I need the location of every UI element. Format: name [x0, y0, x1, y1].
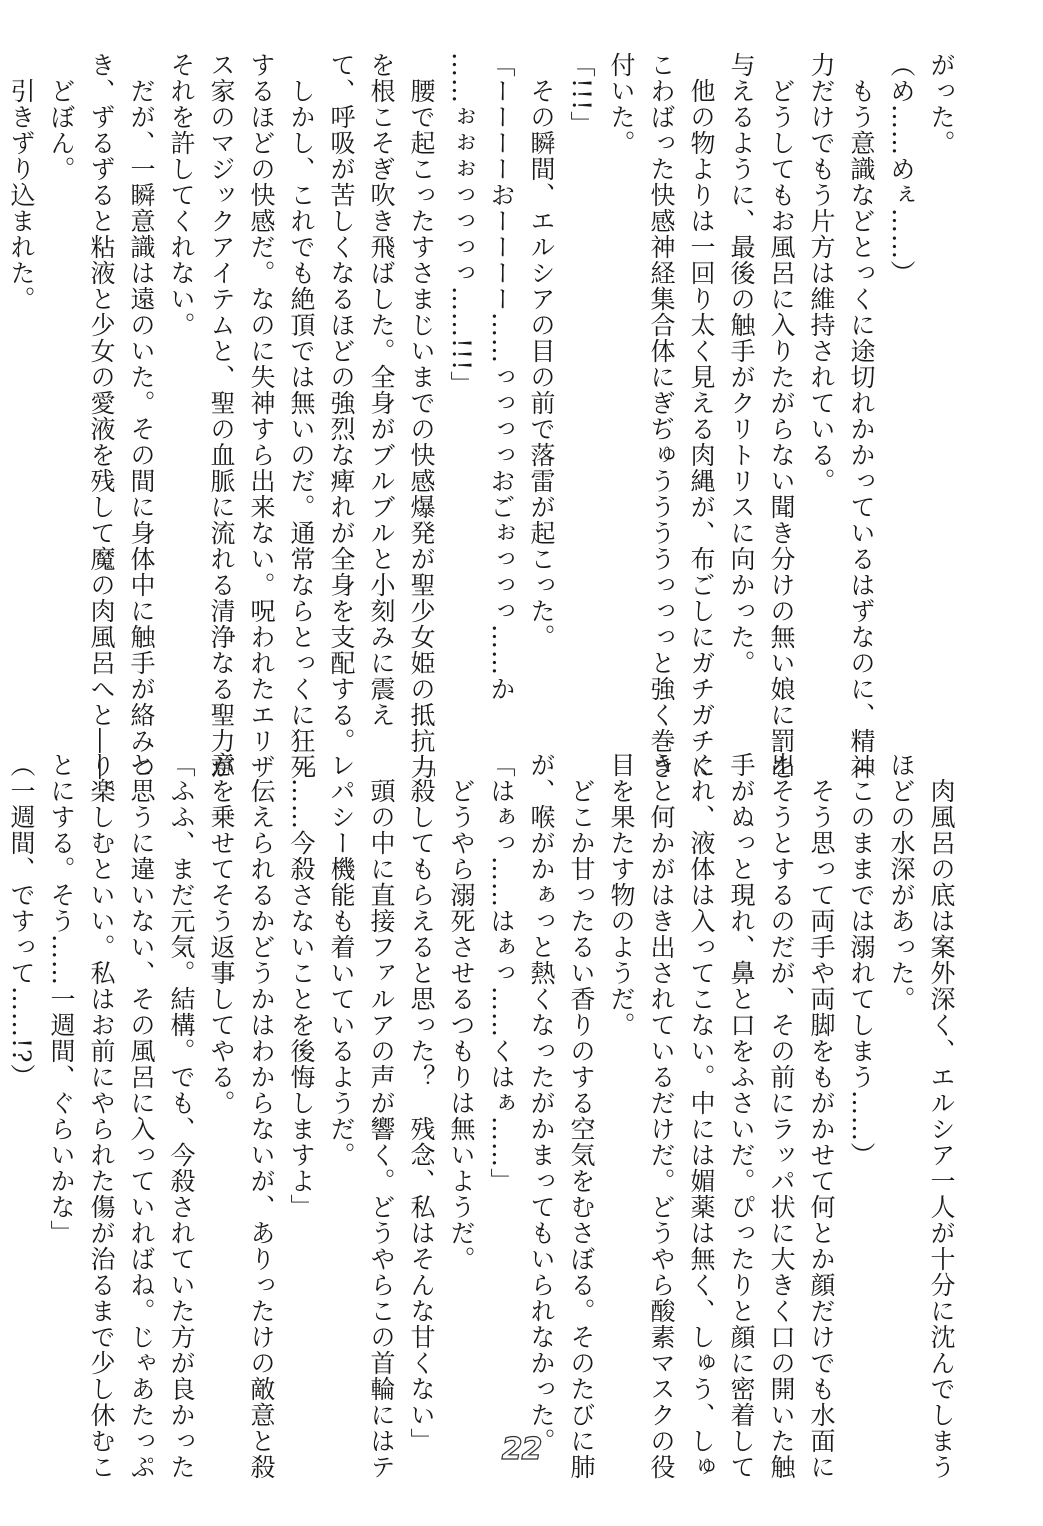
- text-column: 肉風呂の底は案外深く、エルシア一人が十分に沈んでしまう: [927, 752, 956, 1480]
- text-column: 頭の中に直接ファルアの声が響く。どうやらこの首輪にはテ: [367, 752, 396, 1480]
- text-column: 出そうとするのだが、その前にラッパ状に大きく口の開いた触: [767, 752, 796, 1480]
- text-column: ほどの水深があった。: [887, 752, 916, 1012]
- text-column: それを許してくれない。: [167, 52, 196, 338]
- text-column: もう意識などとっくに途切れかかっているはずなのに、精神: [847, 52, 876, 780]
- text-column: [0, 52, 1, 717]
- text-column: 引きずり込まれた。: [7, 52, 36, 312]
- text-column: がった。: [927, 52, 956, 156]
- text-column: するほどの快感だ。なのに失神すら出来ない。呪われたエリザ: [247, 52, 276, 780]
- text-column: 力だけでもう片方は維持されている。: [807, 52, 836, 494]
- text-column: 意を乗せてそう返事してやる。: [207, 752, 236, 1116]
- text-column: 他の物よりは一回り太く見える肉縄が、布ごしにガチガチに: [687, 52, 716, 780]
- text-column: その瞬間、エルシアの目の前で落雷が起こった。: [527, 52, 556, 650]
- upper-text-block: [7, 52, 961, 806]
- text-column: が、喉がかぁっと熱くなったがかまってもいられなかった。: [527, 752, 556, 1454]
- text-column: 「ふふ、まだ元気。結構。でも、今殺されていた方が良かった: [167, 752, 196, 1480]
- text-column: ス家のマジックアイテムと、聖の血脈に流れる清浄なる聖力が: [207, 52, 236, 780]
- text-column: （め……めぇ……）: [887, 52, 916, 286]
- text-column: しかし、これでも絶頂では無いのだ。通常ならとっくに狂死: [287, 52, 316, 780]
- text-column: どうやら溺死させるつもりは無いようだ。: [447, 752, 476, 1272]
- text-column: 付いた。: [607, 52, 636, 156]
- text-column: 伝えられるかどうかはわからないが、ありったけの敵意と殺: [247, 752, 276, 1480]
- text-column: レパシー機能も着いているようだ。: [327, 752, 356, 1168]
- text-column: と思うに違いない、その風呂に入っていればね。じゃあたっぷ: [127, 752, 156, 1480]
- text-column: を根こそぎ吹き飛ばした。全身がブルブルと小刻みに震え: [367, 52, 396, 728]
- text-column: 目を果たす物のようだ。: [607, 752, 636, 1038]
- text-column: どうしてもお風呂に入りたがらない聞き分けの無い娘に罰を: [767, 52, 796, 780]
- text-column: 「ーーーーおーーーー……っっっっおごぉっっっ……か: [487, 52, 516, 702]
- text-column: だが、一瞬意識は遠のいた。その間に身体中に触手が絡みつ: [127, 52, 156, 780]
- text-column: 与えるように、最後の触手がクリトリスに向かった。: [727, 52, 756, 676]
- text-column: ……ぉぉぉっっっっ……!!!」: [447, 52, 476, 398]
- text-column: そう思って両手や両脚をもがかせて何とか顔だけでも水面に: [807, 752, 836, 1480]
- text-column: り楽しむといい。私はお前にやられた傷が治るまで少し休むこ: [87, 752, 116, 1480]
- page-number: 22: [501, 1432, 542, 1467]
- text-column: き、ずるずると粘液と少女の愛液を残して魔の肉風呂へと――。: [87, 52, 116, 806]
- text-column: 「!!!」: [567, 52, 596, 138]
- text-column: （一週間、ですって……!?）: [7, 752, 36, 1090]
- text-column: 「殺してもらえると思った？ 残念、私はそんな甘くない」: [407, 752, 436, 1454]
- text-column: くれ、液体は入ってこない。中には媚薬は無く、しゅう、しゅ: [687, 752, 716, 1480]
- text-column: 「はぁっ……はぁっ……くはぁ……」: [487, 752, 516, 1194]
- text-column: 腰で起こったすさまじいまでの快感爆発が聖少女姫の抵抗力: [407, 52, 436, 780]
- text-column: 「……今殺さないことを後悔しますよ」: [287, 752, 316, 1220]
- text-column: こわばった快感神経集合体にぎぢゅううううっっっと強く巻き: [647, 52, 676, 780]
- text-column: 手がぬっと現れ、鼻と口をふさいだ。ぴったりと顔に密着して: [727, 752, 756, 1480]
- text-column: とにする。そう……一週間、ぐらいかな」: [47, 752, 76, 1246]
- text-column: て、呼吸が苦しくなるほどの強烈な痺れが全身を支配する。: [327, 52, 356, 754]
- text-column: どこか甘ったるい香りのする空気をむさぼる。そのたびに肺: [567, 752, 596, 1480]
- text-column: （このままでは溺れてしまう……）: [847, 752, 876, 1168]
- text-column: [0, 752, 1, 1417]
- text-column: うと何かがはき出されているだけだ。どうやら酸素マスクの役: [647, 752, 676, 1480]
- text-column: どぼん。: [47, 52, 76, 182]
